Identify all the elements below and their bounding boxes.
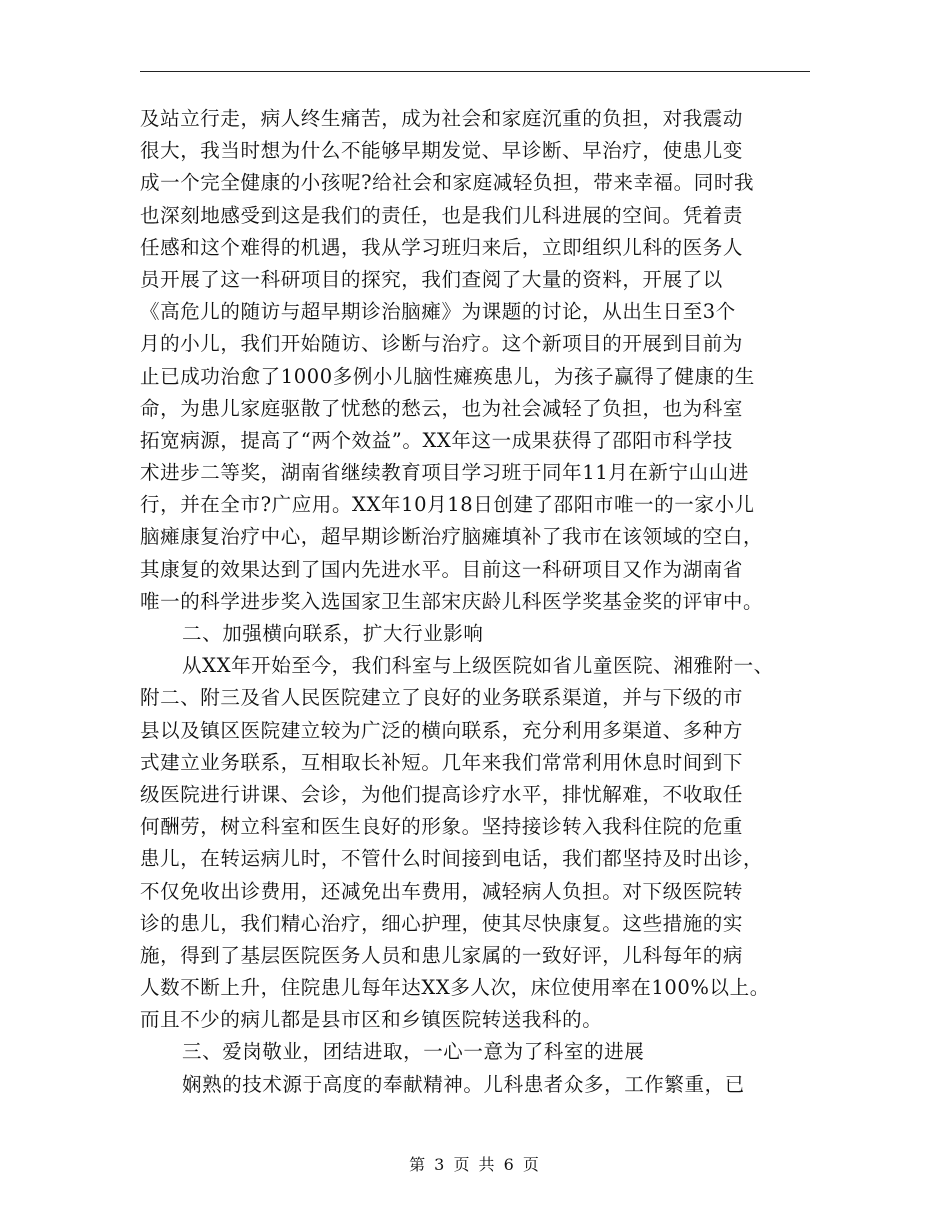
- text-line: 及站立行走，病人终生痛苦，成为社会和家庭沉重的负担，对我震动: [140, 107, 744, 130]
- text-line: 行，并在全市?广应用。XX年10月18日创建了邵阳市唯一的一家小儿: [140, 493, 755, 517]
- text-line: 很大，我当时想为什么不能够早期发觉、早诊断、早治疗，使患儿变: [140, 139, 744, 163]
- text-line: 成一个完全健康的小孩呢?给社会和家庭减轻负担，带来幸福。同时我: [140, 171, 755, 195]
- text-line: 拓宽病源，提高了“两个效益”。XX年这一成果获得了邵阳市科学技: [140, 428, 733, 452]
- text-line: 患儿，在转运病儿时，不管什么时间接到电话，我们都坚持及时出诊，: [140, 847, 764, 871]
- page-number-footer: 第 3 页 共 6 页: [409, 1155, 541, 1174]
- text-line: 施，得到了基层医院医务人员和患儿家属的一致好评，儿科每年的病: [140, 943, 744, 967]
- section-heading-3: 三、爱岗敬业，团结进取，一心一意为了科室的进展: [182, 1040, 645, 1064]
- text-line: 式建立业务联系，互相取长补短。几年来我们常常利用休息时间到下: [140, 750, 744, 774]
- text-line: 任感和这个难得的机遇，我从学习班归来后，立即组织儿科的医务人: [140, 235, 744, 259]
- text-line: 而且不少的病儿都是县市区和乡镇医院转送我科的。: [140, 1008, 603, 1032]
- text-line: 级医院进行讲课、会诊，为他们提高诊疗水平，排忧解难，不收取任: [140, 782, 744, 806]
- text-line: 员开展了这一科研项目的探究，我们查阅了大量的资料，开展了以: [140, 267, 723, 291]
- text-line: 唯一的科学进步奖入选国家卫生部宋庆龄儿科医学奖基金奖的评审中。: [140, 589, 764, 613]
- text-line: 附二、附三及省人民医院建立了良好的业务联系渠道，并与下级的市: [140, 686, 744, 710]
- text-line: 不仅免收出诊费用，还减免出车费用，减轻病人负担。对下级医院转: [140, 879, 744, 903]
- section-heading-2: 二、加强横向联系，扩大行业影响: [182, 622, 484, 645]
- text-line: 也深刻地感受到这是我们的责任，也是我们儿科进展的空间。凭着责: [140, 203, 744, 227]
- text-line: 止已成功治愈了1000多例小儿脑性瘫痪患儿，为孩子赢得了健康的生: [140, 364, 755, 388]
- text-line: 县以及镇区医院建立较为广泛的横向联系，充分利用多渠道、多种方: [140, 718, 744, 742]
- text-line: 人数不断上升，住院患儿每年达XX多人次，床位使用率在100%以上。: [140, 976, 770, 1000]
- body-text: [140, 103, 830, 1101]
- text-line: 诊的患儿，我们精心治疗，细心护理，使其尽快康复。这些措施的实: [140, 911, 744, 935]
- text-line: 娴熟的技术源于高度的奉献精神。儿科患者众多，工作繁重，已: [182, 1072, 745, 1096]
- header-rule: [140, 71, 810, 72]
- text-line: 命，为患儿家庭驱散了忧愁的愁云，也为社会减轻了负担，也为科室: [140, 396, 744, 420]
- text-line: 其康复的效果达到了国内先进水平。目前这一科研项目又作为湖南省: [140, 557, 744, 581]
- text-line: 脑瘫康复治疗中心，超早期诊断治疗脑瘫填补了我市在该领域的空白，: [140, 525, 764, 549]
- text-line: 从XX年开始至今，我们科室与上级医院如省儿童医院、湘雅附一、: [182, 654, 774, 678]
- text-line: 何酬劳，树立科室和医生良好的形象。坚持接诊转入我科住院的危重: [140, 815, 744, 839]
- text-line: 术进步二等奖，湖南省继续教育项目学习班于同年11月在新宁山山进: [140, 461, 749, 485]
- text-line: 月的小儿，我们开始随访、诊断与治疗。这个新项目的开展到目前为: [140, 332, 744, 356]
- text-line: 《高危儿的随访与超早期诊治脑瘫》为课题的讨论，从出生日至3个: [140, 300, 736, 324]
